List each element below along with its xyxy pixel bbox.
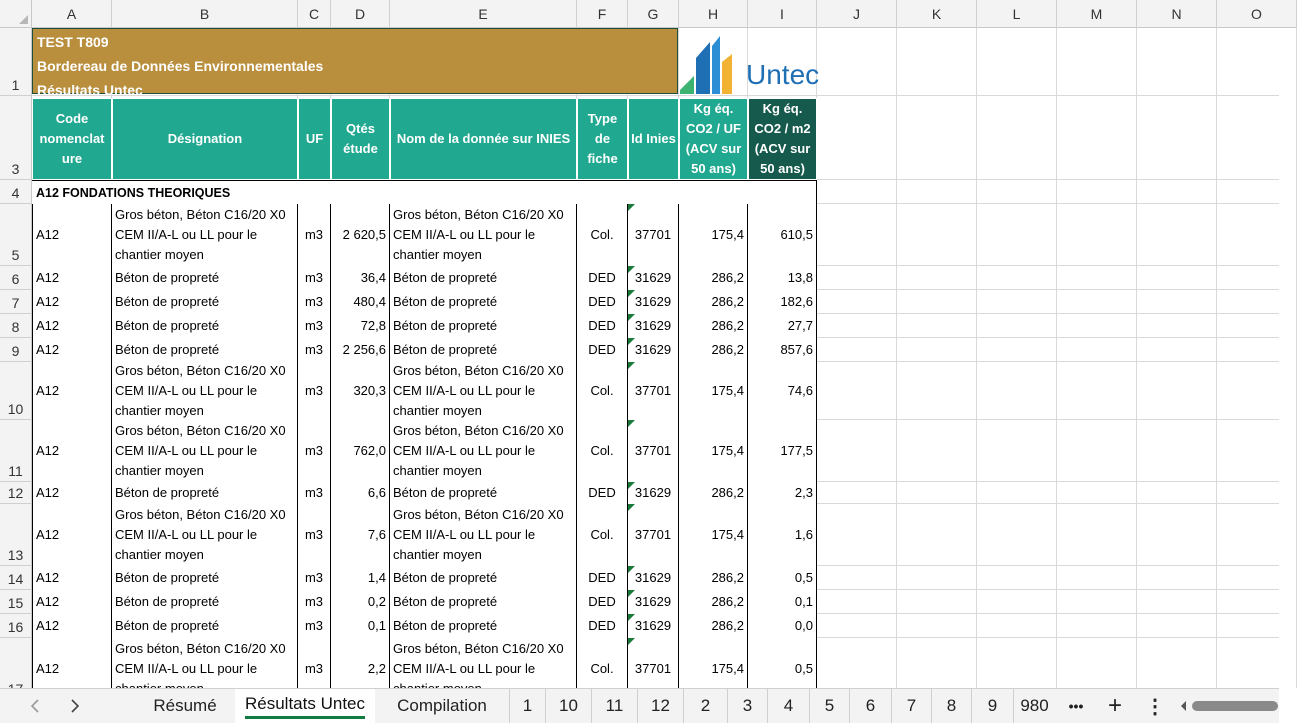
sheet-tab[interactable] bbox=[727, 689, 767, 723]
sheet-tab-label: 3 bbox=[742, 696, 753, 715]
cell-designation[interactable]: Béton de propreté bbox=[112, 566, 298, 590]
cell-kg-uf[interactable]: 175,4 bbox=[679, 362, 748, 420]
row-header[interactable]: 12 bbox=[0, 482, 32, 504]
comment-indicator-icon bbox=[628, 566, 635, 573]
cell-type-fiche[interactable]: DED bbox=[577, 482, 628, 504]
plus-icon[interactable]: + bbox=[1107, 692, 1122, 719]
cell-kg-uf[interactable]: 286,2 bbox=[679, 290, 748, 314]
row-header[interactable]: 11 bbox=[0, 420, 32, 482]
title-line: Résultats Untec bbox=[37, 82, 143, 98]
cell-designation[interactable]: Béton de propreté bbox=[112, 614, 298, 638]
cell-code[interactable]: A12 bbox=[32, 204, 112, 266]
cell-type-fiche[interactable]: DED bbox=[577, 590, 628, 614]
comment-indicator-icon bbox=[628, 266, 635, 273]
cell-nom-donnee[interactable]: Béton de propreté bbox=[390, 614, 577, 638]
cell-uf[interactable]: m3 bbox=[298, 314, 331, 338]
sheet-tab[interactable] bbox=[809, 689, 849, 723]
cell-uf[interactable]: m3 bbox=[298, 338, 331, 362]
row-header[interactable]: 14 bbox=[0, 566, 32, 590]
cell-kg-uf[interactable]: 286,2 bbox=[679, 314, 748, 338]
cell-id-inies[interactable]: 37701 bbox=[628, 638, 679, 700]
cell-type-fiche[interactable]: Col. bbox=[577, 204, 628, 266]
cell-uf[interactable]: m3 bbox=[298, 420, 331, 482]
cell-kg-uf[interactable]: 286,2 bbox=[679, 566, 748, 590]
cell-code[interactable]: A12 bbox=[32, 590, 112, 614]
cell-uf[interactable]: m3 bbox=[298, 290, 331, 314]
sheet-tab-label: 4 bbox=[783, 696, 794, 715]
cell-kg-m2[interactable]: 182,6 bbox=[748, 290, 817, 314]
comment-indicator-icon bbox=[628, 314, 635, 321]
cell-nom-donnee[interactable]: Béton de propreté bbox=[390, 314, 577, 338]
cell-designation[interactable]: Gros béton, Béton C16/20 X0 CEM II/A-L ou LL pour le chantier moyen bbox=[112, 420, 298, 482]
sheet-tab-label: Résumé bbox=[153, 696, 217, 715]
comment-indicator-icon bbox=[628, 590, 635, 597]
cell-kg-uf[interactable]: 286,2 bbox=[679, 482, 748, 504]
column-header[interactable]: J bbox=[817, 0, 897, 28]
sheet-tab[interactable] bbox=[637, 689, 683, 723]
cell-type-fiche[interactable]: Col. bbox=[577, 420, 628, 482]
cell-uf[interactable]: m3 bbox=[298, 266, 331, 290]
cell-kg-uf[interactable]: 286,2 bbox=[679, 590, 748, 614]
cell-designation[interactable]: Béton de propreté bbox=[112, 290, 298, 314]
table-header-id-inies[interactable]: Id Inies bbox=[628, 98, 679, 180]
comment-indicator-icon bbox=[628, 504, 635, 511]
cell-id-inies[interactable]: 31629 bbox=[628, 590, 679, 614]
sheet-tab[interactable] bbox=[375, 689, 509, 723]
column-header[interactable]: K bbox=[897, 0, 977, 28]
cell-designation[interactable]: Béton de propreté bbox=[112, 482, 298, 504]
chevron-left-icon[interactable] bbox=[20, 689, 50, 723]
untec-logo-icon bbox=[676, 28, 836, 98]
cell-code[interactable]: A12 bbox=[32, 338, 112, 362]
sheet-tab-label: 12 bbox=[651, 696, 670, 715]
cell-id-inies[interactable]: 31629 bbox=[628, 566, 679, 590]
cell-qte[interactable]: 2,2 bbox=[331, 638, 390, 700]
cell-kg-uf[interactable]: 286,2 bbox=[679, 338, 748, 362]
cell-id-inies[interactable]: 31629 bbox=[628, 338, 679, 362]
cell-nom-donnee[interactable]: Gros béton, Béton C16/20 X0 CEM II/A-L ou LL pour le chantier moyen bbox=[390, 420, 577, 482]
cell-kg-m2[interactable]: 74,6 bbox=[748, 362, 817, 420]
sheet-tab[interactable] bbox=[849, 689, 891, 723]
table-header-code[interactable]: Code nomenclat ure bbox=[32, 98, 112, 180]
sheet-tab[interactable] bbox=[545, 689, 591, 723]
cell-code[interactable]: A12 bbox=[32, 566, 112, 590]
cell-qte[interactable]: 36,4 bbox=[331, 266, 390, 290]
cell-kg-uf[interactable]: 175,4 bbox=[679, 420, 748, 482]
cell-code[interactable]: A12 bbox=[32, 614, 112, 638]
table-header-type-fiche[interactable]: Type de fiche bbox=[577, 98, 628, 180]
cell-nom-donnee[interactable]: Béton de propreté bbox=[390, 338, 577, 362]
cell-nom-donnee[interactable]: Béton de propreté bbox=[390, 566, 577, 590]
title-line: TEST T809 bbox=[37, 34, 109, 50]
cell-kg-m2[interactable]: 177,5 bbox=[748, 420, 817, 482]
ellipsis-icon[interactable]: ••• bbox=[1068, 698, 1084, 714]
sheet-tab-label: 1 bbox=[522, 696, 533, 715]
comment-indicator-icon bbox=[628, 420, 635, 427]
cell-uf[interactable]: m3 bbox=[298, 204, 331, 266]
cell-code[interactable]: A12 bbox=[32, 290, 112, 314]
column-header[interactable]: C bbox=[298, 0, 331, 28]
column-header[interactable]: I bbox=[748, 0, 817, 28]
cell-id-inies[interactable]: 37701 bbox=[628, 504, 679, 566]
column-header[interactable]: D bbox=[331, 0, 390, 28]
cell-designation[interactable]: Béton de propreté bbox=[112, 590, 298, 614]
select-all-corner[interactable] bbox=[0, 0, 32, 28]
row-header[interactable]: 13 bbox=[0, 504, 32, 566]
cell-kg-m2[interactable]: 610,5 bbox=[748, 204, 817, 266]
cell-designation[interactable]: Gros béton, Béton C16/20 X0 CEM II/A-L ou LL pour le bbox=[112, 638, 298, 700]
cell-kg-uf[interactable]: 175,4 bbox=[679, 504, 748, 566]
cell-uf[interactable]: m3 bbox=[298, 482, 331, 504]
sheet-tab[interactable] bbox=[135, 689, 235, 723]
sheet-tab[interactable] bbox=[591, 689, 637, 723]
title-line: Bordereau de Données Environnementales bbox=[37, 58, 324, 74]
row-header[interactable]: 16 bbox=[0, 614, 32, 638]
row-header[interactable]: 10 bbox=[0, 362, 32, 420]
row-header[interactable]: 1 bbox=[0, 28, 32, 96]
chevron-right-icon[interactable] bbox=[60, 689, 90, 723]
cell-code[interactable]: A12 bbox=[32, 314, 112, 338]
sheet-tab[interactable] bbox=[683, 689, 727, 723]
cell-code[interactable]: A12 bbox=[32, 504, 112, 566]
cell-uf[interactable]: m3 bbox=[298, 362, 331, 420]
comment-indicator-icon bbox=[628, 482, 635, 489]
cell-kg-uf[interactable]: 286,2 bbox=[679, 266, 748, 290]
row-header[interactable]: 6 bbox=[0, 266, 32, 290]
row-header[interactable]: 9 bbox=[0, 338, 32, 362]
cell-id-inies[interactable]: 31629 bbox=[628, 482, 679, 504]
cell-designation[interactable]: Béton de propreté bbox=[112, 338, 298, 362]
row-header[interactable]: 4 bbox=[0, 180, 32, 204]
cell-qte[interactable]: 2 256,6 bbox=[331, 338, 390, 362]
horizontal-scrollbar[interactable] bbox=[1178, 697, 1278, 715]
row-header[interactable]: 8 bbox=[0, 314, 32, 338]
table-header-qtes[interactable]: Qtés étude bbox=[331, 98, 390, 180]
sheet-tab[interactable] bbox=[235, 689, 375, 723]
cell-code[interactable]: A12 bbox=[32, 482, 112, 504]
title-block[interactable] bbox=[32, 28, 678, 98]
sheet-tab[interactable] bbox=[1013, 689, 1055, 723]
cell-qte[interactable]: 7,6 bbox=[331, 504, 390, 566]
cell-nom-donnee[interactable]: Béton de propreté bbox=[390, 590, 577, 614]
comment-indicator-icon bbox=[628, 338, 635, 345]
cell-designation[interactable]: Gros béton, Béton C16/20 X0 CEM II/A-L ou LL pour le chantier moyen bbox=[112, 362, 298, 420]
cell-kg-m2[interactable]: 27,7 bbox=[748, 314, 817, 338]
sheet-tab-label: 6 bbox=[865, 696, 876, 715]
sheet-tab-label: 11 bbox=[605, 696, 624, 715]
comment-indicator-icon bbox=[628, 638, 635, 645]
cell-kg-uf[interactable]: 286,2 bbox=[679, 614, 748, 638]
sheet-tab[interactable] bbox=[931, 689, 971, 723]
cell-qte[interactable]: 72,8 bbox=[331, 314, 390, 338]
cell-kg-m2[interactable]: 0,5 bbox=[748, 638, 817, 700]
cell-kg-m2[interactable]: 0,0 bbox=[748, 614, 817, 638]
column-header[interactable]: G bbox=[628, 0, 679, 28]
row-header[interactable]: 7 bbox=[0, 290, 32, 314]
cell-qte[interactable]: 0,1 bbox=[331, 614, 390, 638]
svg-text:Untec: Untec bbox=[746, 59, 820, 90]
cell-qte[interactable]: 1,4 bbox=[331, 566, 390, 590]
sheet-tab-label: Compilation bbox=[397, 696, 487, 715]
cell-type-fiche[interactable]: DED bbox=[577, 314, 628, 338]
cell-uf[interactable]: m3 bbox=[298, 504, 331, 566]
column-header[interactable]: H bbox=[679, 0, 748, 28]
cell-type-fiche[interactable]: Col. bbox=[577, 638, 628, 700]
cell-kg-m2[interactable]: 1,6 bbox=[748, 504, 817, 566]
cell-code[interactable]: A12 bbox=[32, 638, 112, 700]
cell-qte[interactable]: 480,4 bbox=[331, 290, 390, 314]
cell-id-inies[interactable]: 31629 bbox=[628, 614, 679, 638]
cell-id-inies[interactable]: 31629 bbox=[628, 314, 679, 338]
column-header[interactable]: L bbox=[977, 0, 1057, 28]
cell-code[interactable]: A12 bbox=[32, 420, 112, 482]
cell-type-fiche[interactable]: Col. bbox=[577, 504, 628, 566]
sheet-tab-label: 10 bbox=[559, 696, 578, 715]
row-header[interactable]: 15 bbox=[0, 590, 32, 614]
column-header[interactable]: N bbox=[1137, 0, 1217, 28]
column-header[interactable]: E bbox=[390, 0, 577, 28]
cell-qte[interactable]: 762,0 bbox=[331, 420, 390, 482]
cell-id-inies[interactable]: 37701 bbox=[628, 362, 679, 420]
cell-type-fiche[interactable]: Col. bbox=[577, 362, 628, 420]
cell-code[interactable]: A12 bbox=[32, 362, 112, 420]
table-header-uf[interactable]: UF bbox=[298, 98, 331, 180]
cell-type-fiche[interactable]: DED bbox=[577, 566, 628, 590]
cell-nom-donnee[interactable]: Gros béton, Béton C16/20 X0 CEM II/A-L ou LL pour le chantier moyen bbox=[390, 362, 577, 420]
cell-uf[interactable]: m3 bbox=[298, 614, 331, 638]
comment-indicator-icon bbox=[628, 290, 635, 297]
cell-kg-m2[interactable]: 857,6 bbox=[748, 338, 817, 362]
column-header[interactable]: F bbox=[577, 0, 628, 28]
cell-uf[interactable]: m3 bbox=[298, 566, 331, 590]
cell-uf[interactable]: m3 bbox=[298, 638, 331, 700]
cell-kg-m2[interactable]: 0,1 bbox=[748, 590, 817, 614]
cell-type-fiche[interactable]: DED bbox=[577, 338, 628, 362]
column-header[interactable]: A bbox=[32, 0, 112, 28]
cell-type-fiche[interactable]: DED bbox=[577, 290, 628, 314]
cell-id-inies[interactable]: 37701 bbox=[628, 420, 679, 482]
column-header[interactable]: B bbox=[112, 0, 298, 28]
section-title[interactable]: A12 FONDATIONS THEORIQUES bbox=[32, 180, 817, 204]
sheet-tab-label: 7 bbox=[906, 696, 917, 715]
cell-nom-donnee[interactable]: Béton de propreté bbox=[390, 482, 577, 504]
table-header-kg-m2[interactable]: Kg éq. CO2 / m2 (ACV sur 50 ans) bbox=[748, 98, 817, 180]
row-header[interactable]: 5 bbox=[0, 204, 32, 266]
column-header[interactable]: M bbox=[1057, 0, 1137, 28]
sheet-tab-label: Résultats Untec bbox=[245, 694, 365, 719]
comment-indicator-icon bbox=[628, 614, 635, 621]
cell-qte[interactable]: 320,3 bbox=[331, 362, 390, 420]
cell-kg-uf[interactable]: 175,4 bbox=[679, 638, 748, 700]
sheet-tab-label: 5 bbox=[824, 696, 835, 715]
cell-designation[interactable]: Gros béton, Béton C16/20 X0 CEM II/A-L ou LL pour le chantier moyen bbox=[112, 504, 298, 566]
cell-kg-m2[interactable]: 2,3 bbox=[748, 482, 817, 504]
sheet-tab[interactable] bbox=[767, 689, 809, 723]
sheet-tab-label: 9 bbox=[987, 696, 998, 715]
sheet-tab[interactable] bbox=[891, 689, 931, 723]
cell-type-fiche[interactable]: DED bbox=[577, 266, 628, 290]
table-header-kg-uf[interactable]: Kg éq. CO2 / UF (ACV sur 50 ans) bbox=[679, 98, 748, 180]
sheet-tab-bar bbox=[0, 688, 1279, 723]
table-header-designation[interactable]: Désignation bbox=[112, 98, 298, 180]
sheet-tab-label: 2 bbox=[700, 696, 711, 715]
cell-type-fiche[interactable]: DED bbox=[577, 614, 628, 638]
cell-nom-donnee[interactable]: Béton de propreté bbox=[390, 266, 577, 290]
cell-nom-donnee[interactable]: Gros béton, Béton C16/20 X0 CEM II/A-L ou LL pour le chantier moyen bbox=[390, 504, 577, 566]
cell-designation[interactable]: Gros béton, Béton C16/20 X0 CEM II/A-L ou LL pour le chantier moyen bbox=[112, 204, 298, 266]
sheet-tab[interactable] bbox=[971, 689, 1013, 723]
cell-qte[interactable]: 0,2 bbox=[331, 590, 390, 614]
cell-code[interactable]: A12 bbox=[32, 266, 112, 290]
comment-indicator-icon bbox=[628, 204, 635, 211]
comment-indicator-icon bbox=[628, 362, 635, 369]
cell-designation[interactable]: Béton de propreté bbox=[112, 314, 298, 338]
cell-kg-m2[interactable]: 0,5 bbox=[748, 566, 817, 590]
cell-nom-donnee[interactable]: Gros béton, Béton C16/20 X0 CEM II/A-L ou LL pour le bbox=[390, 638, 577, 700]
cell-nom-donnee[interactable]: Gros béton, Béton C16/20 X0 CEM II/A-L ou LL pour le chantier moyen bbox=[390, 204, 577, 266]
cell-designation[interactable]: Béton de propreté bbox=[112, 266, 298, 290]
cell-nom-donnee[interactable]: Béton de propreté bbox=[390, 290, 577, 314]
cell-kg-m2[interactable]: 13,8 bbox=[748, 266, 817, 290]
cell-qte[interactable]: 2 620,5 bbox=[331, 204, 390, 266]
table-header-nom-donnee[interactable]: Nom de la donnée sur INIES bbox=[390, 98, 577, 180]
cell-id-inies[interactable]: 31629 bbox=[628, 266, 679, 290]
sheet-tab-label: 8 bbox=[946, 696, 957, 715]
cell-id-inies[interactable]: 37701 bbox=[628, 204, 679, 266]
cell-kg-uf[interactable]: 175,4 bbox=[679, 204, 748, 266]
column-header[interactable]: O bbox=[1217, 0, 1297, 28]
cell-uf[interactable]: m3 bbox=[298, 590, 331, 614]
sheet-tab-label: 980 bbox=[1020, 696, 1049, 715]
cell-id-inies[interactable]: 31629 bbox=[628, 290, 679, 314]
sheet-tab[interactable] bbox=[509, 689, 545, 723]
row-header[interactable]: 3 bbox=[0, 96, 32, 180]
vertical-ellipsis-icon[interactable]: ⋮ bbox=[1145, 695, 1165, 718]
cell-qte[interactable]: 6,6 bbox=[331, 482, 390, 504]
